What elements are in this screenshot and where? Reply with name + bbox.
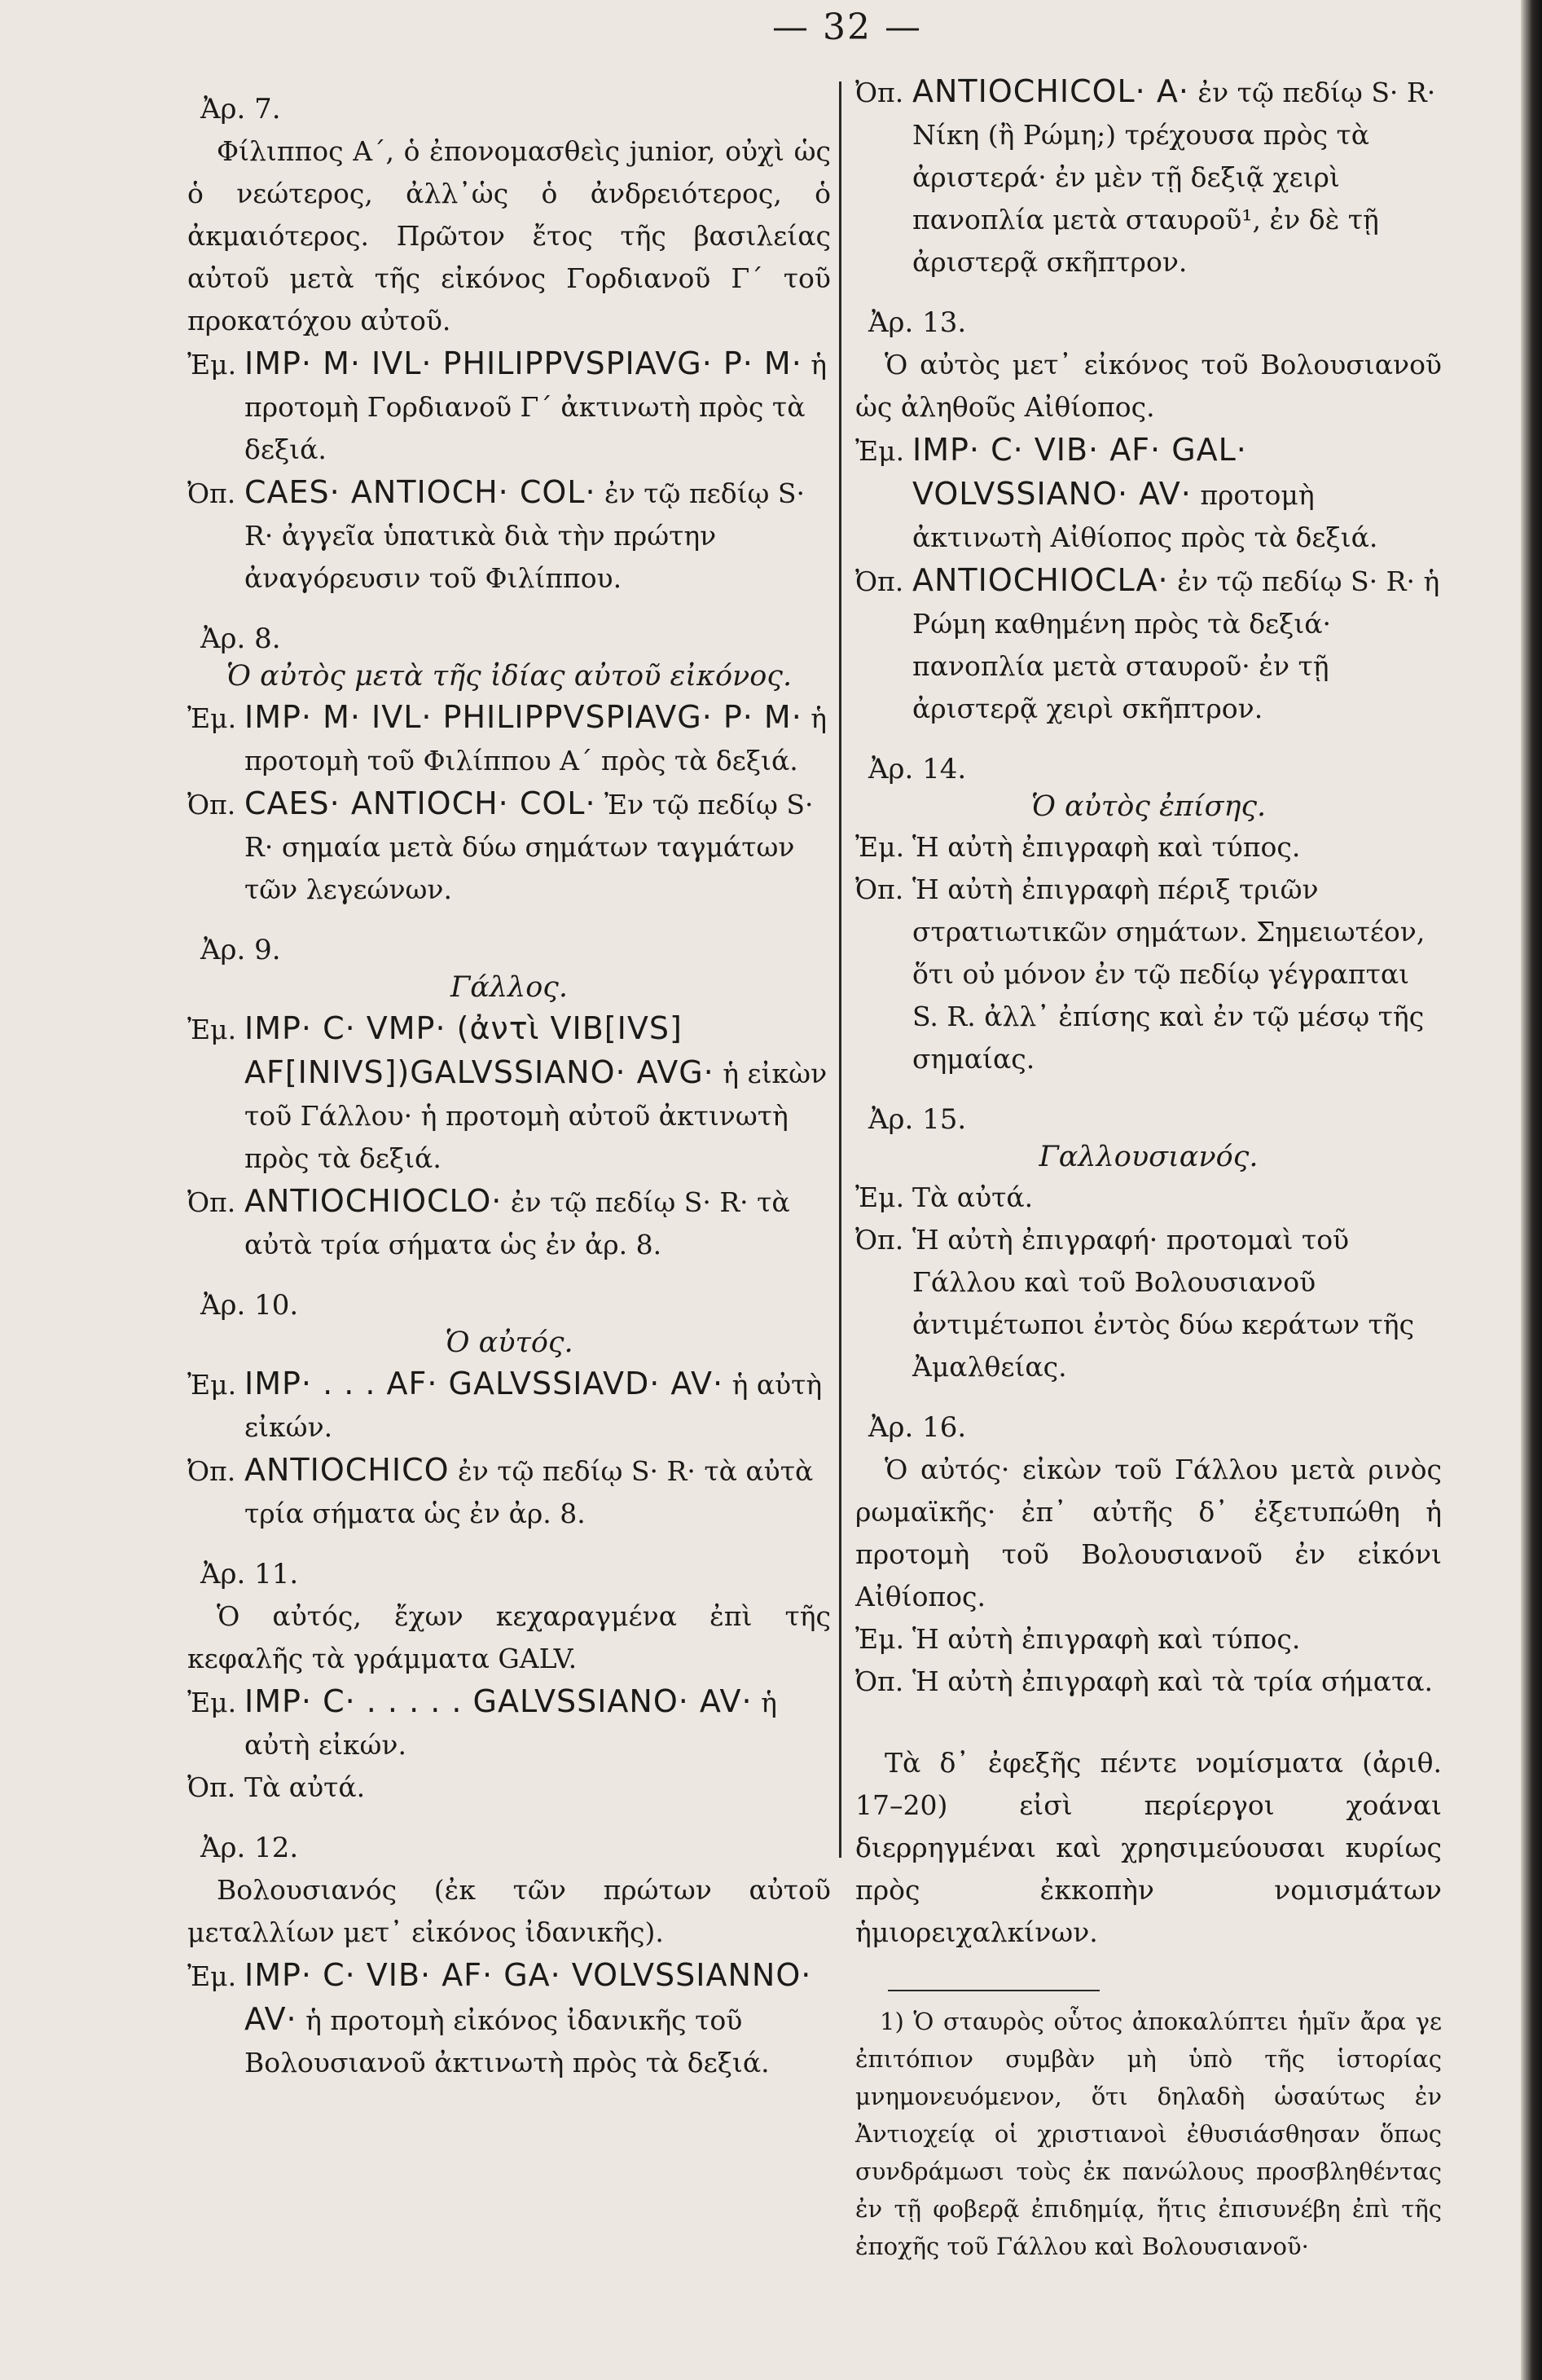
- reverse-label: Ὀπ.: [187, 1455, 236, 1487]
- obverse-legend: IMP· C· VIB· AF· GAL· VOLVSSIANO· AV·: [912, 432, 1247, 512]
- reverse-text: Ἡ αὐτὴ ἐπιγραφὴ καὶ τὰ τρία σήματα.: [912, 1665, 1434, 1697]
- obverse-line: [187, 1954, 831, 2084]
- obverse-legend: IMP· M· IVL· PHILIPPVSPIAVG· P· M·: [244, 699, 802, 735]
- obverse-line: [187, 696, 831, 782]
- obverse-line: [187, 342, 831, 471]
- coin-entry: [855, 1411, 1442, 1703]
- reverse-legend: CAES· ANTIOCH· COL·: [244, 785, 596, 821]
- obverse-text: ἡ αὐτὴ εἰκών.: [244, 1369, 823, 1443]
- reverse-text: Ἐν τῷ πεδίῳ S· R· σημαία μετὰ δύω σημάτων ταγμάτων τῶν λεγεώνων.: [244, 789, 814, 905]
- reverse-label: Ὀπ.: [187, 789, 236, 820]
- obverse-line: [187, 1007, 831, 1180]
- footnote: 1) Ὁ σταυρὸς οὗτος ἀποκαλύπτει ἡμῖν ἄρα γε ἐπιτόπιον συμβὰν μὴ ὑπὸ τῆς ἱστορίας μνημονευόμενον, ὅτι δηλαδὴ ὡσαύτως ἐν Ἀντιοχείᾳ οἱ χριστιανοὶ ἐθυσιάσθησαν ὅπως συνδράμωσι τοὺς ἐκ πανώλους προσβληθέντας ἐν τῇ φοβερᾷ ἐπιδημίᾳ, ἥτις ἐπισυνέβη ἐπὶ τῆς ἐποχῆς τοῦ Γάλλου καὶ Βολουσιανοῦ·: [855, 2008, 1442, 2260]
- obverse-legend: IMP· C· . . . . . GALVSSIANO· AV·: [244, 1683, 753, 1719]
- obverse-label: Ἐμ.: [187, 349, 237, 381]
- obverse-label: Ἐμ.: [855, 435, 905, 467]
- reverse-legend: ANTIOCHIOCLO·: [244, 1183, 503, 1219]
- reverse-legend: ANTIOCHICO: [244, 1452, 450, 1488]
- reverse-label: Ὀπ.: [187, 1186, 236, 1218]
- coin-entry: [187, 1832, 831, 2084]
- reverse-line: [187, 1449, 831, 1535]
- obverse-legend: IMP· C· VMP· (ἀντὶ VIB[IVS] AF[INIVS])GALVSSIANO· AVG·: [244, 1010, 714, 1090]
- reverse-text: Τὰ αὐτά.: [244, 1771, 366, 1803]
- entry-description: Φίλιππος Α΄, ὁ ἐπονομασθεὶς junior, οὐχὶ ὡς ὁ νεώτερος, ἀλλ᾽ὡς ὁ ἀνδρειότερος, ὁ ἀκμαιότερος. Πρῶτον ἔτος τῆς βασιλείας αὐτοῦ μετὰ τῆς εἰκόνος Γορδιανοῦ Γ΄ τοῦ προκατόχου αὐτοῦ.: [187, 135, 831, 337]
- obverse-label: Ἐμ.: [187, 1014, 237, 1045]
- column-divider: [839, 81, 841, 1858]
- reverse-legend: ANTIOCHIOCLA·: [912, 562, 1169, 598]
- continued-entry: [855, 70, 1442, 284]
- obverse-line: [187, 1680, 831, 1766]
- obverse-label: Ἐμ.: [187, 1369, 237, 1401]
- obverse-text: ἡ προτομὴ τοῦ Φιλίππου Α΄ πρὸς τὰ δεξιά.: [244, 702, 828, 776]
- entry-number: Ἀρ. 11.: [200, 1558, 299, 1590]
- coin-entry: [187, 1289, 831, 1535]
- reverse-legend: ANTIOCHICOL· A·: [912, 73, 1189, 109]
- entry-number: Ἀρ. 8.: [200, 622, 281, 655]
- reverse-legend: CAES· ANTIOCH· COL·: [244, 474, 596, 510]
- entry-number: Ἀρ. 13.: [868, 306, 967, 339]
- obverse-line: [855, 1618, 1442, 1661]
- right-column: [855, 70, 1442, 2265]
- coin-entry: [187, 934, 831, 1266]
- obverse-label: Ἐμ.: [187, 1960, 237, 1992]
- entry-number: Ἀρ. 9.: [200, 934, 281, 966]
- entry-description: Ὁ αὐτὸς ἐπίσης.: [1030, 790, 1267, 823]
- obverse-legend: IMP· . . . AF· GALVSSIAVD· AV·: [244, 1366, 724, 1401]
- reverse-text: ἐν τῷ πεδίῳ S· R· Νίκη (ἢ Ρώμη;) τρέχουσα πρὸς τὰ ἀριστερά· ἐν μὲν τῇ δεξιᾷ χειρὶ πανοπλία μετὰ σταυροῦ¹, ἐν δὲ τῇ ἀριστερᾷ σκῆπτρον.: [912, 77, 1436, 278]
- obverse-label: Ἐμ.: [855, 1623, 905, 1655]
- obverse-text: Τὰ αὐτά.: [912, 1181, 1034, 1213]
- entry-number: Ἀρ. 16.: [868, 1411, 967, 1444]
- obverse-line: [187, 1362, 831, 1449]
- reverse-label: Ὀπ.: [187, 1771, 236, 1803]
- coin-entry: [187, 622, 831, 911]
- reverse-label: Ὀπ.: [187, 477, 236, 509]
- reverse-line: [187, 1180, 831, 1266]
- reverse-text: ἐν τῷ πεδίῳ S· R· ἡ Ρώμη καθημένη πρὸς τὰ δεξιά· πανοπλία μετὰ σταυροῦ· ἐν τῇ ἀριστερᾷ χειρὶ σκῆπτρον.: [912, 565, 1440, 724]
- entry-description: Γάλλος.: [450, 971, 569, 1004]
- entry-description: Ὁ αὐτός.: [445, 1326, 573, 1359]
- reverse-label: Ὀπ.: [855, 873, 904, 905]
- obverse-legend: IMP· C· VIB· AF· GA· VOLVSSIANNO· AV·: [244, 1957, 812, 2037]
- obverse-text: Ἡ αὐτὴ ἐπιγραφὴ καὶ τύπος.: [912, 1623, 1301, 1655]
- coin-entry: [855, 306, 1442, 730]
- page-number: — 32 —: [772, 7, 922, 48]
- obverse-label: Ἐμ.: [187, 1687, 237, 1718]
- right-entries: [855, 306, 1442, 1703]
- obverse-line: [855, 826, 1442, 869]
- obverse-line: [855, 429, 1442, 559]
- reverse-label: Ὀπ.: [855, 565, 904, 597]
- obverse-text: ἡ αὐτὴ εἰκών.: [244, 1687, 777, 1761]
- coin-entry: [855, 1103, 1442, 1388]
- obverse-label: Ἐμ.: [855, 1181, 905, 1213]
- obverse-text: ἡ προτομὴ εἰκόνος ἰδανικῆς τοῦ Βολουσιανοῦ ἀκτινωτὴ πρὸς τὰ δεξιά.: [244, 2004, 770, 2079]
- page-binding-edge: [1521, 0, 1542, 2380]
- reverse-line: [855, 70, 1442, 284]
- reverse-line: [855, 869, 1442, 1080]
- entry-description: Βολουσιανός (ἐκ τῶν πρώτων αὐτοῦ μεταλλίων μετ᾽ εἰκόνος ἰδανικῆς).: [187, 1874, 831, 1948]
- entry-description: Ὁ αὐτὸς μετὰ τῆς ἰδίας αὐτοῦ εἰκόνος.: [226, 660, 793, 693]
- reverse-line: [187, 471, 831, 600]
- entry-number: Ἀρ. 12.: [200, 1832, 299, 1864]
- reverse-line: [855, 1219, 1442, 1388]
- entry-number: Ἀρ. 7.: [200, 93, 281, 125]
- reverse-line: [187, 1766, 831, 1809]
- entry-number: Ἀρ. 15.: [868, 1103, 967, 1136]
- obverse-text: ἡ προτομὴ Γορδιανοῦ Γ΄ ἀκτινωτὴ πρὸς τὰ δεξιά.: [244, 349, 828, 465]
- entry-description: Ὁ αὐτὸς μετ᾽ εἰκόνος τοῦ Βολουσιανοῦ ὡς ἀληθοῦς Αἰθίοπος.: [855, 349, 1442, 423]
- reverse-text: Ἡ αὐτὴ ἐπιγραφή· προτομαὶ τοῦ Γάλλου καὶ τοῦ Βολουσιανοῦ ἀντιμέτωποι ἐντὸς δύω κεράτων τῆς Ἀμαλθείας.: [912, 1224, 1415, 1383]
- obverse-legend: IMP· M· IVL· PHILIPPVSPIAVG· P· M·: [244, 345, 802, 381]
- reverse-text: Ἡ αὐτὴ ἐπιγραφὴ πέριξ τριῶν στρατιωτικῶν σημάτων. Σημειωτέον, ὅτι οὐ μόνον ἐν τῷ πεδίῳ γέγραπται S. R. ἀλλ᾽ ἐπίσης καὶ ἐν τῷ μέσῳ τῆς σημαίας.: [912, 873, 1426, 1075]
- closing-paragraph: Τὰ δ᾽ ἐφεξῆς πέντε νομίσματα (ἀριθ. 17–20) εἰσὶ περίεργοι χοάναι διερρηγμέναι καὶ χρησιμεύουσαι κυρίως πρὸς ἐκκοπὴν νομισμάτων ἡμιορειχαλκίνων.: [855, 1747, 1442, 1948]
- reverse-label: Ὀπ.: [855, 1665, 904, 1697]
- coin-entry: [855, 753, 1442, 1080]
- reverse-text: ἐν τῷ πεδίῳ S· R· τὰ αὐτὰ τρία σήματα ὡς ἐν ἀρ. 8.: [244, 1186, 790, 1260]
- obverse-text: προτομὴ ἀκτινωτὴ Αἰθίοπος πρὸς τὰ δεξιά.: [912, 479, 1378, 553]
- coin-entry: [187, 93, 831, 600]
- reverse-label: Ὀπ.: [855, 77, 904, 108]
- reverse-text: ἐν τῷ πεδίῳ S· R· τὰ αὐτὰ τρία σήματα ὡς ἐν ἀρ. 8.: [244, 1455, 814, 1529]
- reverse-line: [855, 1661, 1442, 1703]
- obverse-label: Ἐμ.: [855, 831, 905, 863]
- obverse-text: ἡ εἰκὼν τοῦ Γάλλου· ἡ προτομὴ αὐτοῦ ἀκτινωτὴ πρὸς τὰ δεξιά.: [244, 1058, 828, 1174]
- coin-entry: [187, 1558, 831, 1809]
- obverse-text: Ἡ αὐτὴ ἐπιγραφὴ καὶ τύπος.: [912, 831, 1301, 863]
- obverse-line: [855, 1177, 1442, 1219]
- reverse-line: [855, 559, 1442, 730]
- entry-description: Ὁ αὐτός· εἰκὼν τοῦ Γάλλου μετὰ ρινὸς ρωμαϊκῆς· ἐπ᾽ αὐτῆς δ᾽ ἐξετυπώθη ἡ προτομὴ τοῦ Βολουσιανοῦ ἐν εἰκόνι Αἰθίοπος.: [855, 1454, 1442, 1612]
- entry-number: Ἀρ. 14.: [868, 753, 967, 785]
- reverse-text: ἐν τῷ πεδίῳ S· R· ἀγγεῖα ὑπατικὰ διὰ τὴν πρώτην ἀναγόρευσιν τοῦ Φιλίππου.: [244, 477, 806, 594]
- obverse-label: Ἐμ.: [187, 702, 237, 734]
- footnote-rule: [888, 1990, 1100, 1991]
- entry-number: Ἀρ. 10.: [200, 1289, 299, 1322]
- left-column: [187, 70, 831, 2102]
- reverse-line: [187, 782, 831, 911]
- reverse-label: Ὀπ.: [855, 1224, 904, 1256]
- entry-description: Γαλλουσιανός.: [1039, 1141, 1259, 1173]
- entry-description: Ὁ αὐτός, ἔχων κεχαραγμένα ἐπὶ τῆς κεφαλῆς τὰ γράμματα GALV.: [187, 1600, 831, 1674]
